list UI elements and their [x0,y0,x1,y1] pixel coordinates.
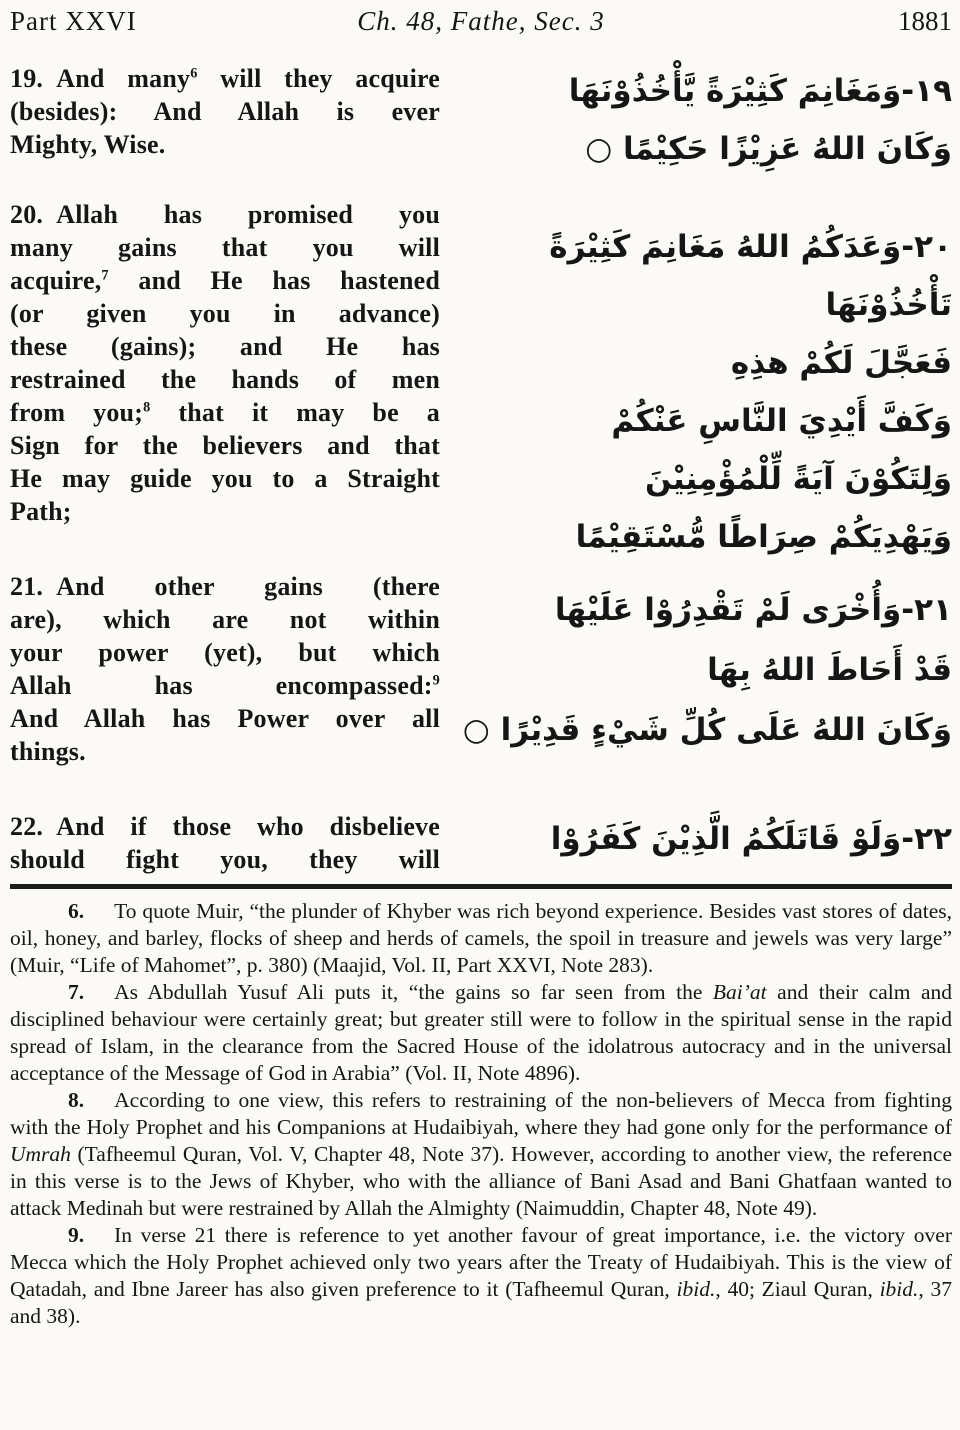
verse-arabic-line: ٢٢-وَلَوْ قَاتَلَكُمُ الَّذِيْنَ كَفَرُوْا [550,821,952,857]
verse-english-line: these (gains); and He has [10,332,440,361]
verse-english-line: should fight you, they will [10,845,440,874]
footnote-number: 9. [68,1223,85,1247]
verse-arabic-line: وَكَانَ اللهُ عَلَى كُلِّ شَيْءٍ قَدِيْرًا ○ [462,712,952,748]
verse-row [10,570,952,810]
part-label: Part XXVI [10,6,137,36]
verse-english [10,62,452,198]
verse-row [10,810,952,880]
footnotes-divider [10,884,952,889]
verses-section [10,62,952,880]
verse-arabic [452,570,952,810]
verse-english-line: And Allah has Power over all [10,704,440,733]
verse-arabic-line: وَيَهْدِيَكُمْ صِرَاطًا مُّسْتَقِيْمًا [575,519,952,555]
verse-english [10,198,452,570]
footnote [10,1087,952,1222]
verse-english-line: (besides): And Allah is ever [10,97,440,126]
verse-arabic-line: ١٩-وَمَغَانِمَ كَثِيْرَةً يَّأْخُذُوْنَهَا [568,73,952,109]
verse-arabic [452,198,952,570]
footnote-number: 7. [68,980,85,1004]
page-header [10,6,952,36]
chapter-heading: Ch. 48, Fathe, Sec. 3 [357,6,605,36]
verse-english-line: Sign for the believers and that [10,431,440,460]
verse-arabic-line: فَعَجَّلَ لَكُمْ هذِهِ [730,345,952,381]
verse-english-line: Mighty, Wise. [10,130,166,159]
footnote [10,979,952,1087]
verse-arabic-line: وَكَانَ اللهُ عَزِيْزًا حَكِيْمًا ○ [585,131,952,167]
footnote-text: To quote Muir, “the plunder of Khyber was rich beyond experience. Besides vast stores of dates, oil, honey, and barley, flocks of sheep and herds of camels, the spoil in treasure and jewels was very large” (Muir, “Life of Mahomet”, p. 380) (Maajid, Vol. II, Part XXVI, Note 283). [10,899,952,977]
footnote [10,898,952,979]
verse-english-line: Path; [10,497,72,526]
verse-arabic-line: ٢١-وَأُخْرَى لَمْ تَقْدِرُوْا عَلَيْهَا [554,592,952,628]
verse-row [10,198,952,570]
verse-row [10,62,952,198]
verse-english-line: are), which are not within [10,605,440,634]
verse-english-line: from you;$^8$ that it may be a [10,398,440,427]
verse-english-line: He may guide you to a Straight [10,464,440,493]
verse-english-line: 21. And other gains (there [10,572,440,601]
verse-arabic [452,810,952,880]
verse-english-line: (or given you in advance) [10,299,440,328]
verse-english-line: acquire,$^7$ and He has hastened [10,266,440,295]
verse-arabic-line: ٢٠-وَعَدَكُمُ اللهُ مَغَانِمَ كَثِيْرَةً تَأْخُذُوْنَهَا [549,229,952,323]
footnote [10,1222,952,1330]
verse-english-line: many gains that you will [10,233,440,262]
footnote-text: In verse 21 there is reference to yet another favour of great importance, i.e. the victory over Mecca which the Holy Prophet achieved only two years after the Treaty of Hudaibiyah. This is the view of Qatadah, and Ibne Jareer has also given preference to it (Tafheemul Quran, ibid., 40; Ziaul Quran, ibid., 37 and 38). [10,1223,953,1328]
verse-english-line: your power (yet), but which [10,638,440,667]
footnote-text: As Abdullah Yusuf Ali puts it, “the gains so far seen from the Bai’at and their calm and disciplined behaviour were certainly great; but greater still were to follow in the spiritual sense in the rapid spread of Islam, in the clearance from the Sacred House of the idolatrous autocracy and in the universal acceptance of the Message of God in Arabia” (Vol. II, Note 4896). [10,980,952,1085]
verse-english-line: 19. And many$^6$ will they acquire [10,64,441,93]
verse-english [10,810,452,880]
verse-english-line: Allah has encompassed:$^9$ [10,671,440,700]
verse-arabic-line: وَلِتَكُوْنَ آيَةً لِّلْمُؤْمِنِيْنَ [644,461,952,497]
footnote-number: 8. [68,1088,85,1112]
page-number: 1881 [898,6,952,36]
footnote-text: According to one view, this refers to restraining of the non-believers of Mecca from fighting with the Holy Prophet and his Companions at Hudaibiyah, where they had gone only for the performance of Umrah (Tafheemul Quran, Vol. V, Chapter 48, Note 37). However, according to another view, the reference in this verse is to the Jews of Khyber, who with the alliance of Bani Asad and Bani Ghatfaan wanted to attack Medinah but were restrained by Allah the Almighty (Naimuddin, Chapter 48, Note 49). [10,1088,952,1220]
verse-arabic-line: قَدْ أَحَاطَ اللهُ بِهَا [707,652,952,688]
verse-english-line: 22. And if those who disbelieve [10,812,440,841]
verse-arabic [452,62,952,198]
verse-english-line: things. [10,737,86,766]
verse-english-line: restrained the hands of men [10,365,440,394]
verse-arabic-line: وَكَفَّ أَيْدِيَ النَّاسِ عَنْكُمْ [611,403,952,439]
footnotes-section [10,898,952,1330]
verse-english-line: 20. Allah has promised you [10,200,440,229]
verse-english [10,570,452,810]
footnote-number: 6. [68,899,85,923]
